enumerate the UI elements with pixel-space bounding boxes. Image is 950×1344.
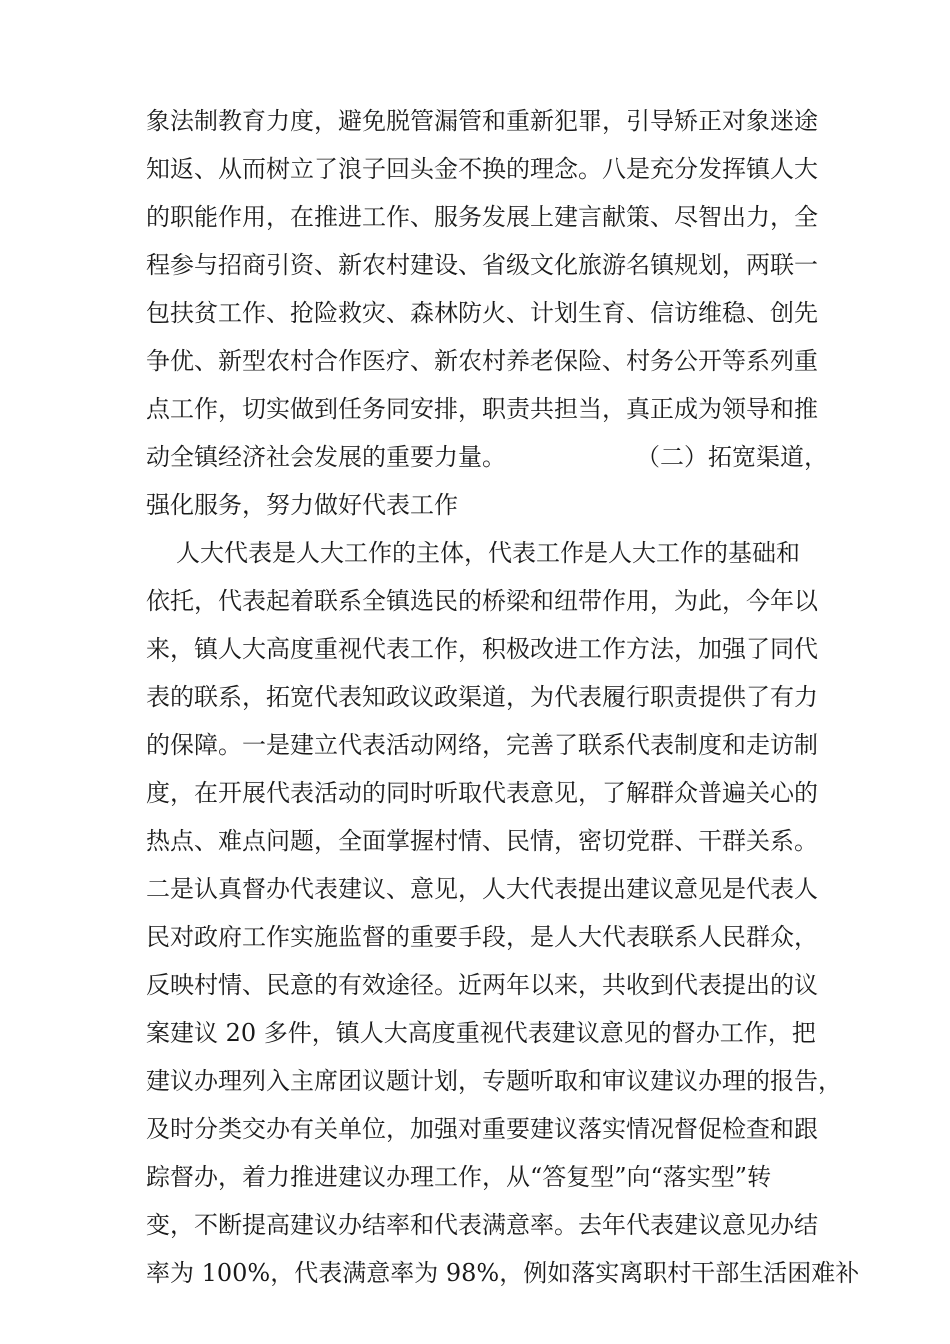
body-line: 来，镇人大高度重视代表工作，积极改进工作方法，加强了同代 [146, 635, 818, 663]
body-line: 及时分类交办有关单位，加强对重要建议落实情况督促检查和跟 [146, 1115, 818, 1143]
section-heading: （二）拓宽渠道， [636, 443, 828, 471]
body-line: 度，在开展代表活动的同时听取代表意见，了解群众普遍关心的 [146, 779, 818, 807]
body-line: 的职能作用，在推进工作、服务发展上建言献策、尽智出力，全 [146, 203, 818, 231]
body-line: 变，不断提高建议办结率和代表满意率。去年代表建议意见办结 [146, 1211, 818, 1239]
body-line: 率为 100%，代表满意率为 98%，例如落实离职村干部生活困难补 [146, 1259, 860, 1287]
body-line: 程参与招商引资、新农村建设、省级文化旅游名镇规划，两联一 [146, 251, 818, 279]
body-line: 踪督办，着力推进建议办理工作，从“答复型”向“落实型”转 [146, 1163, 772, 1191]
body-line: 知返、从而树立了浪子回头金不换的理念。八是充分发挥镇人大 [146, 155, 818, 183]
document-body [146, 97, 860, 1297]
body-line: 的保障。一是建立代表活动网络，完善了联系代表制度和走访制 [146, 731, 818, 759]
body-line: 依托，代表起着联系全镇选民的桥梁和纽带作用，为此，今年以 [146, 587, 818, 615]
section-heading-continuation: 强化服务，努力做好代表工作 [146, 491, 458, 519]
paragraph-first-line: 人大代表是人大工作的主体，代表工作是人大工作的基础和 [176, 539, 800, 567]
body-line: 包扶贫工作、抢险救灾、森林防火、计划生育、信访维稳、创先 [146, 299, 818, 327]
body-line: 反映村情、民意的有效途径。近两年以来，共收到代表提出的议 [146, 971, 818, 999]
body-line: 象法制教育力度，避免脱管漏管和重新犯罪，引导矫正对象迷途 [146, 107, 818, 135]
body-line: 案建议 20 多件，镇人大高度重视代表建议意见的督办工作，把 [146, 1019, 816, 1047]
body-line: 建议办理列入主席团议题计划，专题听取和审议建议办理的报告， [146, 1067, 842, 1095]
body-line: 民对政府工作实施监督的重要手段，是人大代表联系人民群众， [146, 923, 818, 951]
body-line: 点工作，切实做到任务同安排，职责共担当，真正成为领导和推 [146, 395, 818, 423]
body-line-with-heading [146, 433, 828, 481]
body-line-end: 动全镇经济社会发展的重要力量。 [146, 443, 506, 471]
body-line: 争优、新型农村合作医疗、新农村养老保险、村务公开等系列重 [146, 347, 818, 375]
body-line: 二是认真督办代表建议、意见，人大代表提出建议意见是代表人 [146, 875, 818, 903]
body-line: 热点、难点问题，全面掌握村情、民情，密切党群、干群关系。 [146, 827, 818, 855]
body-line: 表的联系，拓宽代表知政议政渠道，为代表履行职责提供了有力 [146, 683, 818, 711]
